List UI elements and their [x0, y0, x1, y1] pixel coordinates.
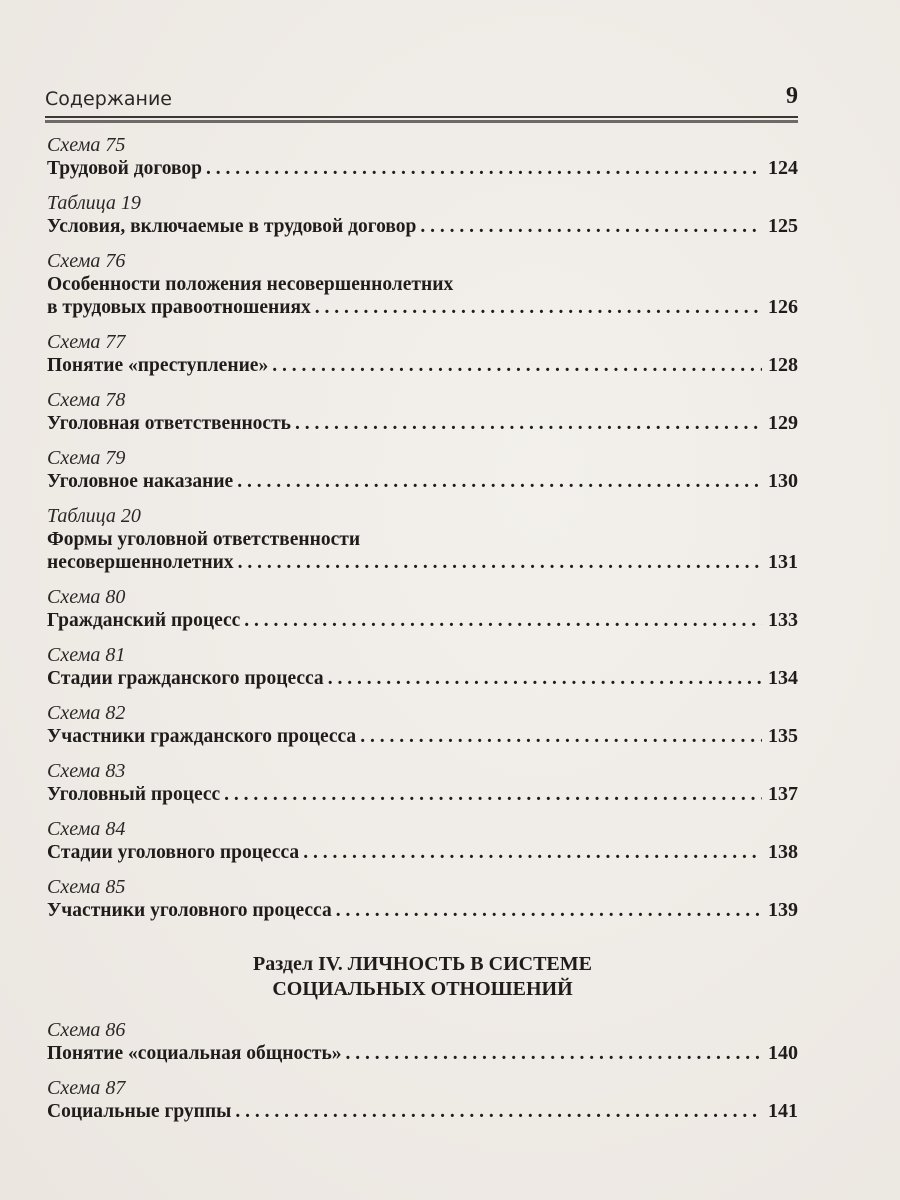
entry-title-line — [47, 551, 798, 574]
entry-title-line — [47, 841, 798, 864]
entry-title: Уголовная ответственность — [47, 413, 291, 434]
entry-title: в трудовых правоотношениях — [47, 297, 311, 318]
entry-page-number: 125 — [768, 215, 798, 237]
entry-page-number: 138 — [768, 841, 798, 863]
page-number: 9 — [786, 83, 798, 109]
toc-entry[interactable] — [47, 388, 798, 435]
dot-leader — [238, 551, 762, 574]
entry-page-number: 130 — [768, 470, 798, 492]
entry-title: Понятие «преступление» — [47, 355, 269, 376]
dot-leader — [315, 296, 762, 319]
entry-title: Стадии гражданского процесса — [47, 668, 324, 689]
toc-entry[interactable] — [47, 817, 798, 864]
entry-title: Социальные группы — [47, 1101, 232, 1122]
entry-title: Стадии уголовного процесса — [47, 842, 300, 863]
entry-label: Схема 80 — [47, 586, 126, 608]
entry-label: Схема 85 — [47, 876, 126, 898]
entry-page-number: 128 — [768, 354, 798, 376]
entry-title: Гражданский процесс — [47, 610, 241, 631]
entry-title: Уголовный процесс — [47, 784, 221, 805]
entry-title-line — [47, 609, 798, 632]
entry-label: Схема 79 — [47, 447, 126, 469]
toc-entry[interactable] — [47, 701, 798, 748]
dot-leader — [235, 1100, 762, 1123]
toc-entry[interactable] — [47, 330, 798, 377]
entry-title: Условия, включаемые в трудовой договор — [47, 216, 417, 237]
entry-title-line — [47, 412, 798, 435]
header-rule-thick — [45, 120, 798, 123]
entry-label: Схема 84 — [47, 818, 126, 840]
dot-leader — [295, 412, 762, 435]
toc-entry[interactable] — [47, 504, 798, 574]
header-rule — [45, 116, 798, 118]
toc-entry[interactable] — [47, 249, 798, 319]
section-heading-line: Раздел IV. ЛИЧНОСТЬ В СИСТЕМЕ — [253, 953, 592, 975]
entry-label: Таблица 20 — [47, 505, 141, 527]
entry-title: Участники уголовного процесса — [47, 900, 332, 921]
entry-page-number: 131 — [768, 551, 798, 573]
entry-page-number: 134 — [768, 667, 798, 689]
toc-entry[interactable] — [47, 875, 798, 922]
dot-leader — [244, 609, 762, 632]
entry-page-number: 133 — [768, 609, 798, 631]
dot-leader — [360, 725, 762, 748]
dot-leader — [206, 157, 762, 180]
entry-page-number: 139 — [768, 899, 798, 921]
entry-title: Участники гражданского процесса — [47, 726, 357, 747]
entry-page-number: 129 — [768, 412, 798, 434]
entry-title: Формы уголовной ответственности — [47, 529, 361, 550]
section-heading — [47, 952, 798, 1002]
toc-entry[interactable] — [47, 191, 798, 238]
entry-title-line — [47, 1100, 798, 1123]
entry-title-line — [47, 783, 798, 806]
entry-label: Схема 81 — [47, 644, 126, 666]
dot-leader — [328, 667, 762, 690]
toc-entry[interactable] — [47, 1076, 798, 1123]
entry-title-line — [47, 296, 798, 319]
entry-title: Особенности положения несовершеннолетних — [47, 274, 454, 295]
running-header — [45, 80, 798, 116]
entry-title: Уголовное наказание — [47, 471, 234, 492]
entry-title-line — [47, 725, 798, 748]
entry-label: Схема 87 — [47, 1077, 126, 1099]
dot-leader — [272, 354, 762, 377]
header-title: Содержание — [45, 88, 172, 110]
entry-label: Схема 77 — [47, 331, 126, 353]
toc-entry[interactable] — [47, 643, 798, 690]
entry-title: несовершеннолетних — [47, 552, 234, 573]
entry-label: Схема 86 — [47, 1019, 126, 1041]
toc-entry[interactable] — [47, 1018, 798, 1065]
entry-title: Понятие «социальная общность» — [47, 1043, 342, 1064]
entry-label: Схема 76 — [47, 250, 126, 272]
toc-entry[interactable] — [47, 585, 798, 632]
toc-entry[interactable] — [47, 133, 798, 180]
entry-title-line — [47, 899, 798, 922]
entry-page-number: 137 — [768, 783, 798, 805]
dot-leader — [224, 783, 762, 806]
entry-title-line — [47, 273, 798, 296]
entry-title-line — [47, 354, 798, 377]
table-of-contents — [47, 133, 798, 1134]
entry-title-line — [47, 667, 798, 690]
entry-page-number: 126 — [768, 296, 798, 318]
entry-label: Таблица 19 — [47, 192, 141, 214]
entry-label: Схема 83 — [47, 760, 126, 782]
entry-label: Схема 75 — [47, 134, 126, 156]
entry-title-line — [47, 1042, 798, 1065]
dot-leader — [336, 899, 762, 922]
dot-leader — [346, 1042, 763, 1065]
dot-leader — [420, 215, 762, 238]
entry-page-number: 141 — [768, 1100, 798, 1122]
entry-title-line — [47, 157, 798, 180]
entry-title-line — [47, 528, 798, 551]
section-heading-line: СОЦИАЛЬНЫХ ОТНОШЕНИЙ — [272, 978, 573, 1000]
entry-title-line — [47, 215, 798, 238]
entry-page-number: 124 — [768, 157, 798, 179]
dot-leader — [237, 470, 762, 493]
entry-title-line — [47, 470, 798, 493]
toc-entry[interactable] — [47, 759, 798, 806]
entry-title: Трудовой договор — [47, 158, 203, 179]
toc-entry[interactable] — [47, 446, 798, 493]
dot-leader — [303, 841, 762, 864]
entry-label: Схема 82 — [47, 702, 126, 724]
entry-page-number: 135 — [768, 725, 798, 747]
entry-page-number: 140 — [768, 1042, 798, 1064]
entry-label: Схема 78 — [47, 389, 126, 411]
